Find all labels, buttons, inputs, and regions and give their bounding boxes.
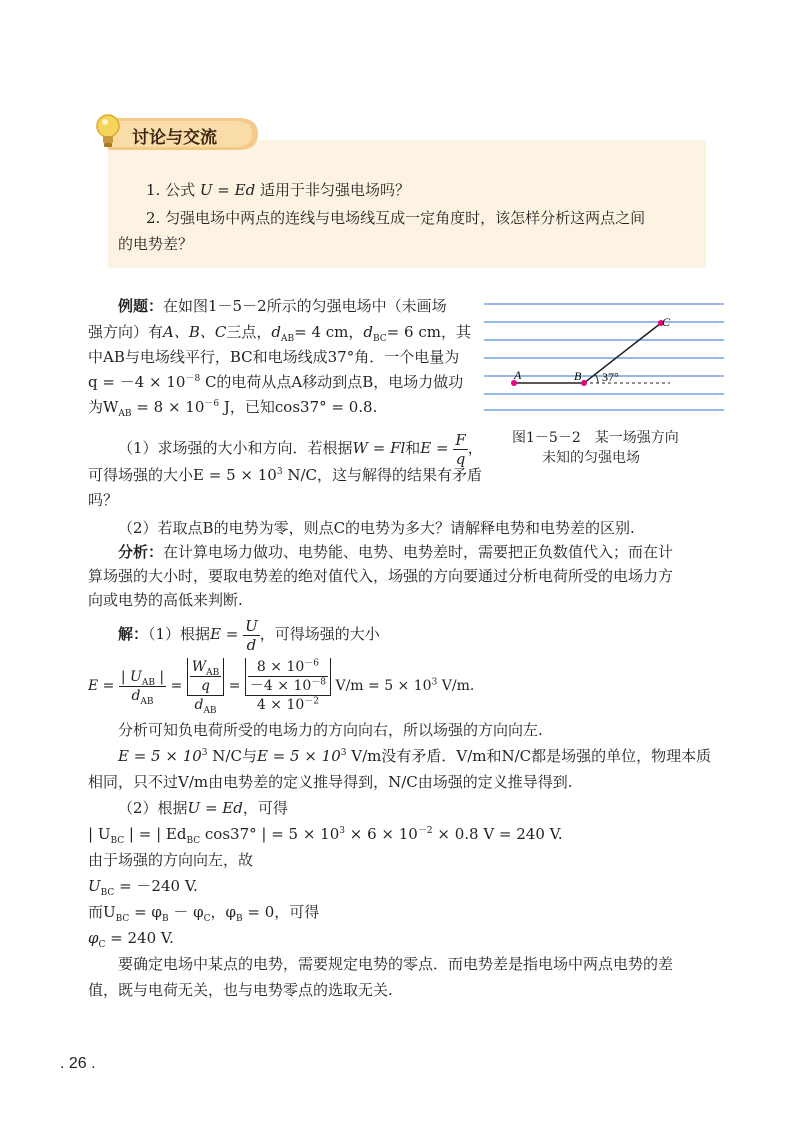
- lightbulb-icon: [94, 110, 124, 154]
- fraction-numeric: $\frac{\frac{8 \times 10^{-6}}{-4 \times 10^{-8}}}{4 \times 10^{-2}}$: [245, 658, 331, 714]
- label-b: B: [574, 369, 582, 383]
- solution-final-line1: 要确定电场中某点的电势，需要规定电势的零点．而电势差是指电场中两点电势的差: [118, 955, 674, 973]
- example-line-4: $q = -4 \times 10^{-8}$ C的电荷从点A移动到点B，电场力做功: [88, 373, 464, 391]
- solution-units-line1: $E = 5 \times 10^3$ N/C与$E = 5 \times 10^3$ V/m没有矛盾．V/m和N/C都是场强的单位，物理本质: [118, 747, 712, 765]
- example-question-1: （1）求场强的大小和方向．若根据W = Fl和E = $\frac{F}{q}$ ，: [118, 430, 483, 468]
- solution-units-line2: 相同，只不过V/m由电势差的定义推导得到，N/C由场强的定义推导得到.: [88, 773, 573, 791]
- discussion-question-1: 1. 公式 U = Ed 适用于非匀强电场吗？: [146, 181, 410, 199]
- example-line-3: 中AB与电场线平行，BC和电场线成37°角．一个电量为: [88, 348, 460, 366]
- analysis-line-2: 算场强的大小时，要取电势差的绝对值代入，场强的方向要通过分析电荷所受的电场力方: [88, 567, 674, 585]
- discussion-title: 讨论与交流: [132, 128, 217, 148]
- analysis-line-3: 向或电势的高低来判断.: [88, 591, 243, 609]
- fraction-u-over-d: $\frac{U}{d}$: [245, 616, 258, 654]
- solution-ubc: $U_{BC} = -240$ V.: [88, 877, 198, 898]
- example-line-5: 为$W_{AB} = 8 \times 10^{-6}$ J，已知cos37° = 0.8.: [88, 398, 378, 419]
- example-question-2: （2）若取点B的电势为零，则点C的电势为多大？请解释电势和电势差的区别.: [118, 519, 635, 537]
- solution-equation: E = $\frac{| U_{AB} |}{d_{AB}}$ = $\frac{\frac{W_{AB}}{q}}{d_{AB}}$ = $\frac{\frac{8 \times 10^{-6}}{-4 \times 10^{-8}}}{4 \times 10^{-2}}$ $V/m = 5 \times 10^3$ V/m.: [88, 658, 475, 716]
- solution-direction: 分析可知负电荷所受的电场力的方向向右，所以场强的方向向左.: [118, 721, 543, 739]
- figure-caption-line1: 图1－5－2 某一场强方向: [512, 430, 679, 446]
- example-line-1: 例题：在如图1－5－2所示的匀强电场中（未画场: [118, 297, 447, 315]
- angle-arc: [595, 374, 598, 383]
- solution-step-2-equation: | $U_{BC}$ | = | $Ed_{BC}$ cos37° | = $5 \times 10^3 \times 6 \times 10^{-2} \times 0.8$ V = 240 V.: [88, 825, 563, 846]
- example-line-2: 强方向）有A、B、C三点，$d_{AB}= 4$ cm，$d_{BC}= 6$ cm，其: [88, 323, 471, 344]
- analysis-line-1: 分析：在计算电场力做功、电势能、电势、电势差时，需要把正负数值代入；而在计: [118, 543, 674, 561]
- solution-phic: $\varphi_C = 240$ V.: [88, 929, 174, 950]
- angle-label: 37°: [602, 370, 619, 384]
- discussion-question-2-line1: 2. 匀强电场中两点的连线与电场线互成一定角度时，该怎样分析这两点之间: [146, 209, 646, 227]
- solution-potential-relation: 而$U_{BC} = \varphi_B - \varphi_C$，$\varphi_B = 0$，可得: [88, 903, 320, 924]
- solution-step-1: 解：（1）根据E = $\frac{U}{d}$ ，可得场强的大小: [118, 616, 380, 654]
- electric-field-figure: [484, 296, 724, 418]
- solution-final-line2: 值，既与电荷无关，也与电势零点的选取无关.: [88, 981, 393, 999]
- discussion-question-2-line2: 的电势差？: [118, 235, 194, 253]
- label-a: A: [514, 368, 522, 382]
- field-lines: [484, 304, 724, 410]
- label-c: C: [662, 315, 671, 329]
- solution-step-2-direction: 由于场强的方向向左，故: [88, 851, 254, 869]
- example-question-1-line3: 吗？: [88, 491, 119, 509]
- fraction-f-over-q: $\frac{F}{q}$: [455, 430, 466, 468]
- example-question-1-line2: 可得场强的大小$E = 5 \times 10^3$ N/C，这与解得的结果有矛盾: [88, 466, 482, 484]
- figure-caption-line2: 未知的匀强电场: [542, 450, 640, 466]
- fraction-uab-over-dab: $\frac{| U_{AB} |}{d_{AB}}$: [120, 668, 165, 707]
- solution-step-2: （2）根据U = Ed，可得: [118, 799, 288, 817]
- fraction-wab-q-over-dab: $\frac{\frac{W_{AB}}{q}}{d_{AB}}$: [187, 658, 225, 714]
- point-b: [581, 380, 587, 386]
- page-number: . 26 .: [60, 1055, 96, 1072]
